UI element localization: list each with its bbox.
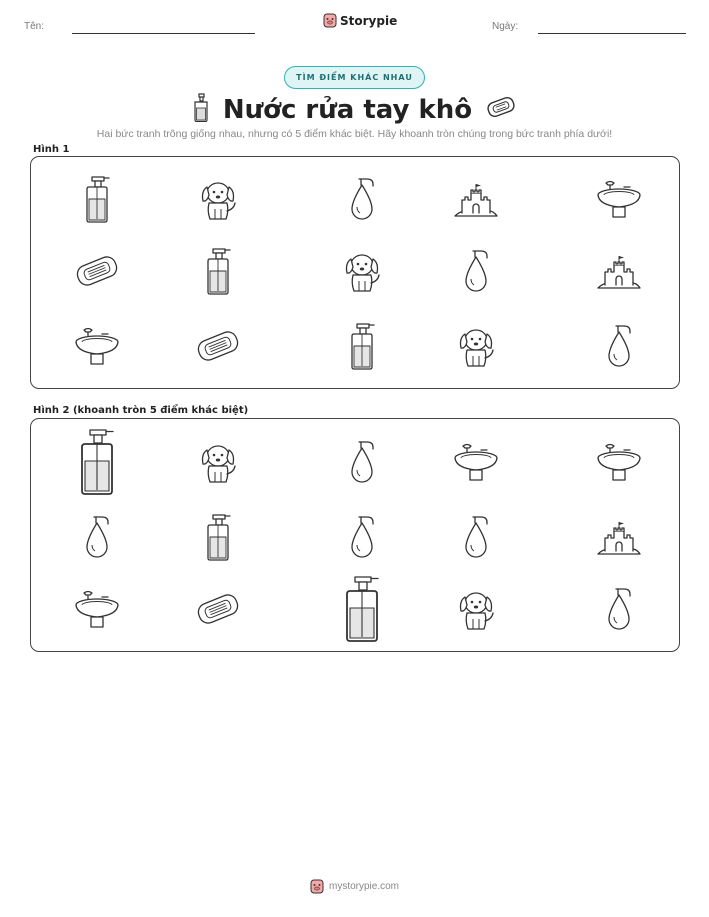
name-field[interactable] <box>72 33 255 34</box>
page-title: Nước rửa tay khô <box>222 94 473 125</box>
droplet-icon[interactable] <box>83 515 111 559</box>
droplet-icon[interactable] <box>348 440 376 484</box>
pump-bottle-icon <box>204 247 232 295</box>
sink-icon[interactable] <box>596 442 642 482</box>
pump-bottle-icon[interactable] <box>204 513 232 561</box>
sink-icon[interactable] <box>453 442 499 482</box>
pig-mascot-icon <box>323 13 337 28</box>
pump-bottle-icon <box>83 175 111 223</box>
droplet-icon[interactable] <box>348 515 376 559</box>
footer <box>0 879 709 894</box>
brand-name: Storypie <box>340 13 398 28</box>
droplet-icon <box>462 249 490 293</box>
puppy-icon[interactable] <box>456 587 496 631</box>
puppy-icon[interactable] <box>198 440 238 484</box>
droplet-icon <box>605 324 633 368</box>
instructions: Hai bức tranh trông giống nhau, nhưng có 5 điểm khác biệt. Hãy khoanh tròn chúng trong bức tranh phía dưới! <box>96 128 613 140</box>
date-label: Ngày: <box>492 21 519 32</box>
droplet-icon[interactable] <box>462 515 490 559</box>
soap-bar-icon <box>195 328 241 364</box>
puppy-icon <box>456 324 496 368</box>
pump-bottle-large-icon[interactable] <box>342 575 382 643</box>
date-field[interactable] <box>538 33 686 34</box>
activity-badge: TÌM ĐIỂM KHÁC NHAU <box>284 66 425 89</box>
picture-2-label: Hình 2 (khoanh tròn 5 điểm khác biệt) <box>33 405 249 416</box>
pump-bottle-icon <box>348 322 376 370</box>
puppy-icon <box>198 177 238 221</box>
sink-icon[interactable] <box>74 589 120 629</box>
puppy-icon <box>342 249 382 293</box>
pig-mascot-icon <box>310 879 324 894</box>
pump-bottle-large-icon[interactable] <box>77 428 117 496</box>
droplet-icon <box>348 177 376 221</box>
sandcastle-icon <box>453 180 499 218</box>
picture-1-label: Hình 1 <box>33 144 70 155</box>
soap-bar-icon <box>74 253 120 289</box>
footer-url: mystorypie.com <box>328 881 399 892</box>
droplet-icon[interactable] <box>605 587 633 631</box>
soap-bar-icon <box>486 96 516 123</box>
sandcastle-icon <box>596 252 642 290</box>
sandcastle-icon[interactable] <box>596 518 642 556</box>
sink-icon <box>74 326 120 366</box>
pump-bottle-icon <box>193 92 209 127</box>
sink-icon <box>596 179 642 219</box>
title-row <box>0 92 709 127</box>
soap-bar-icon[interactable] <box>195 591 241 627</box>
brand-logo <box>323 13 397 28</box>
name-label: Tên: <box>24 21 45 32</box>
